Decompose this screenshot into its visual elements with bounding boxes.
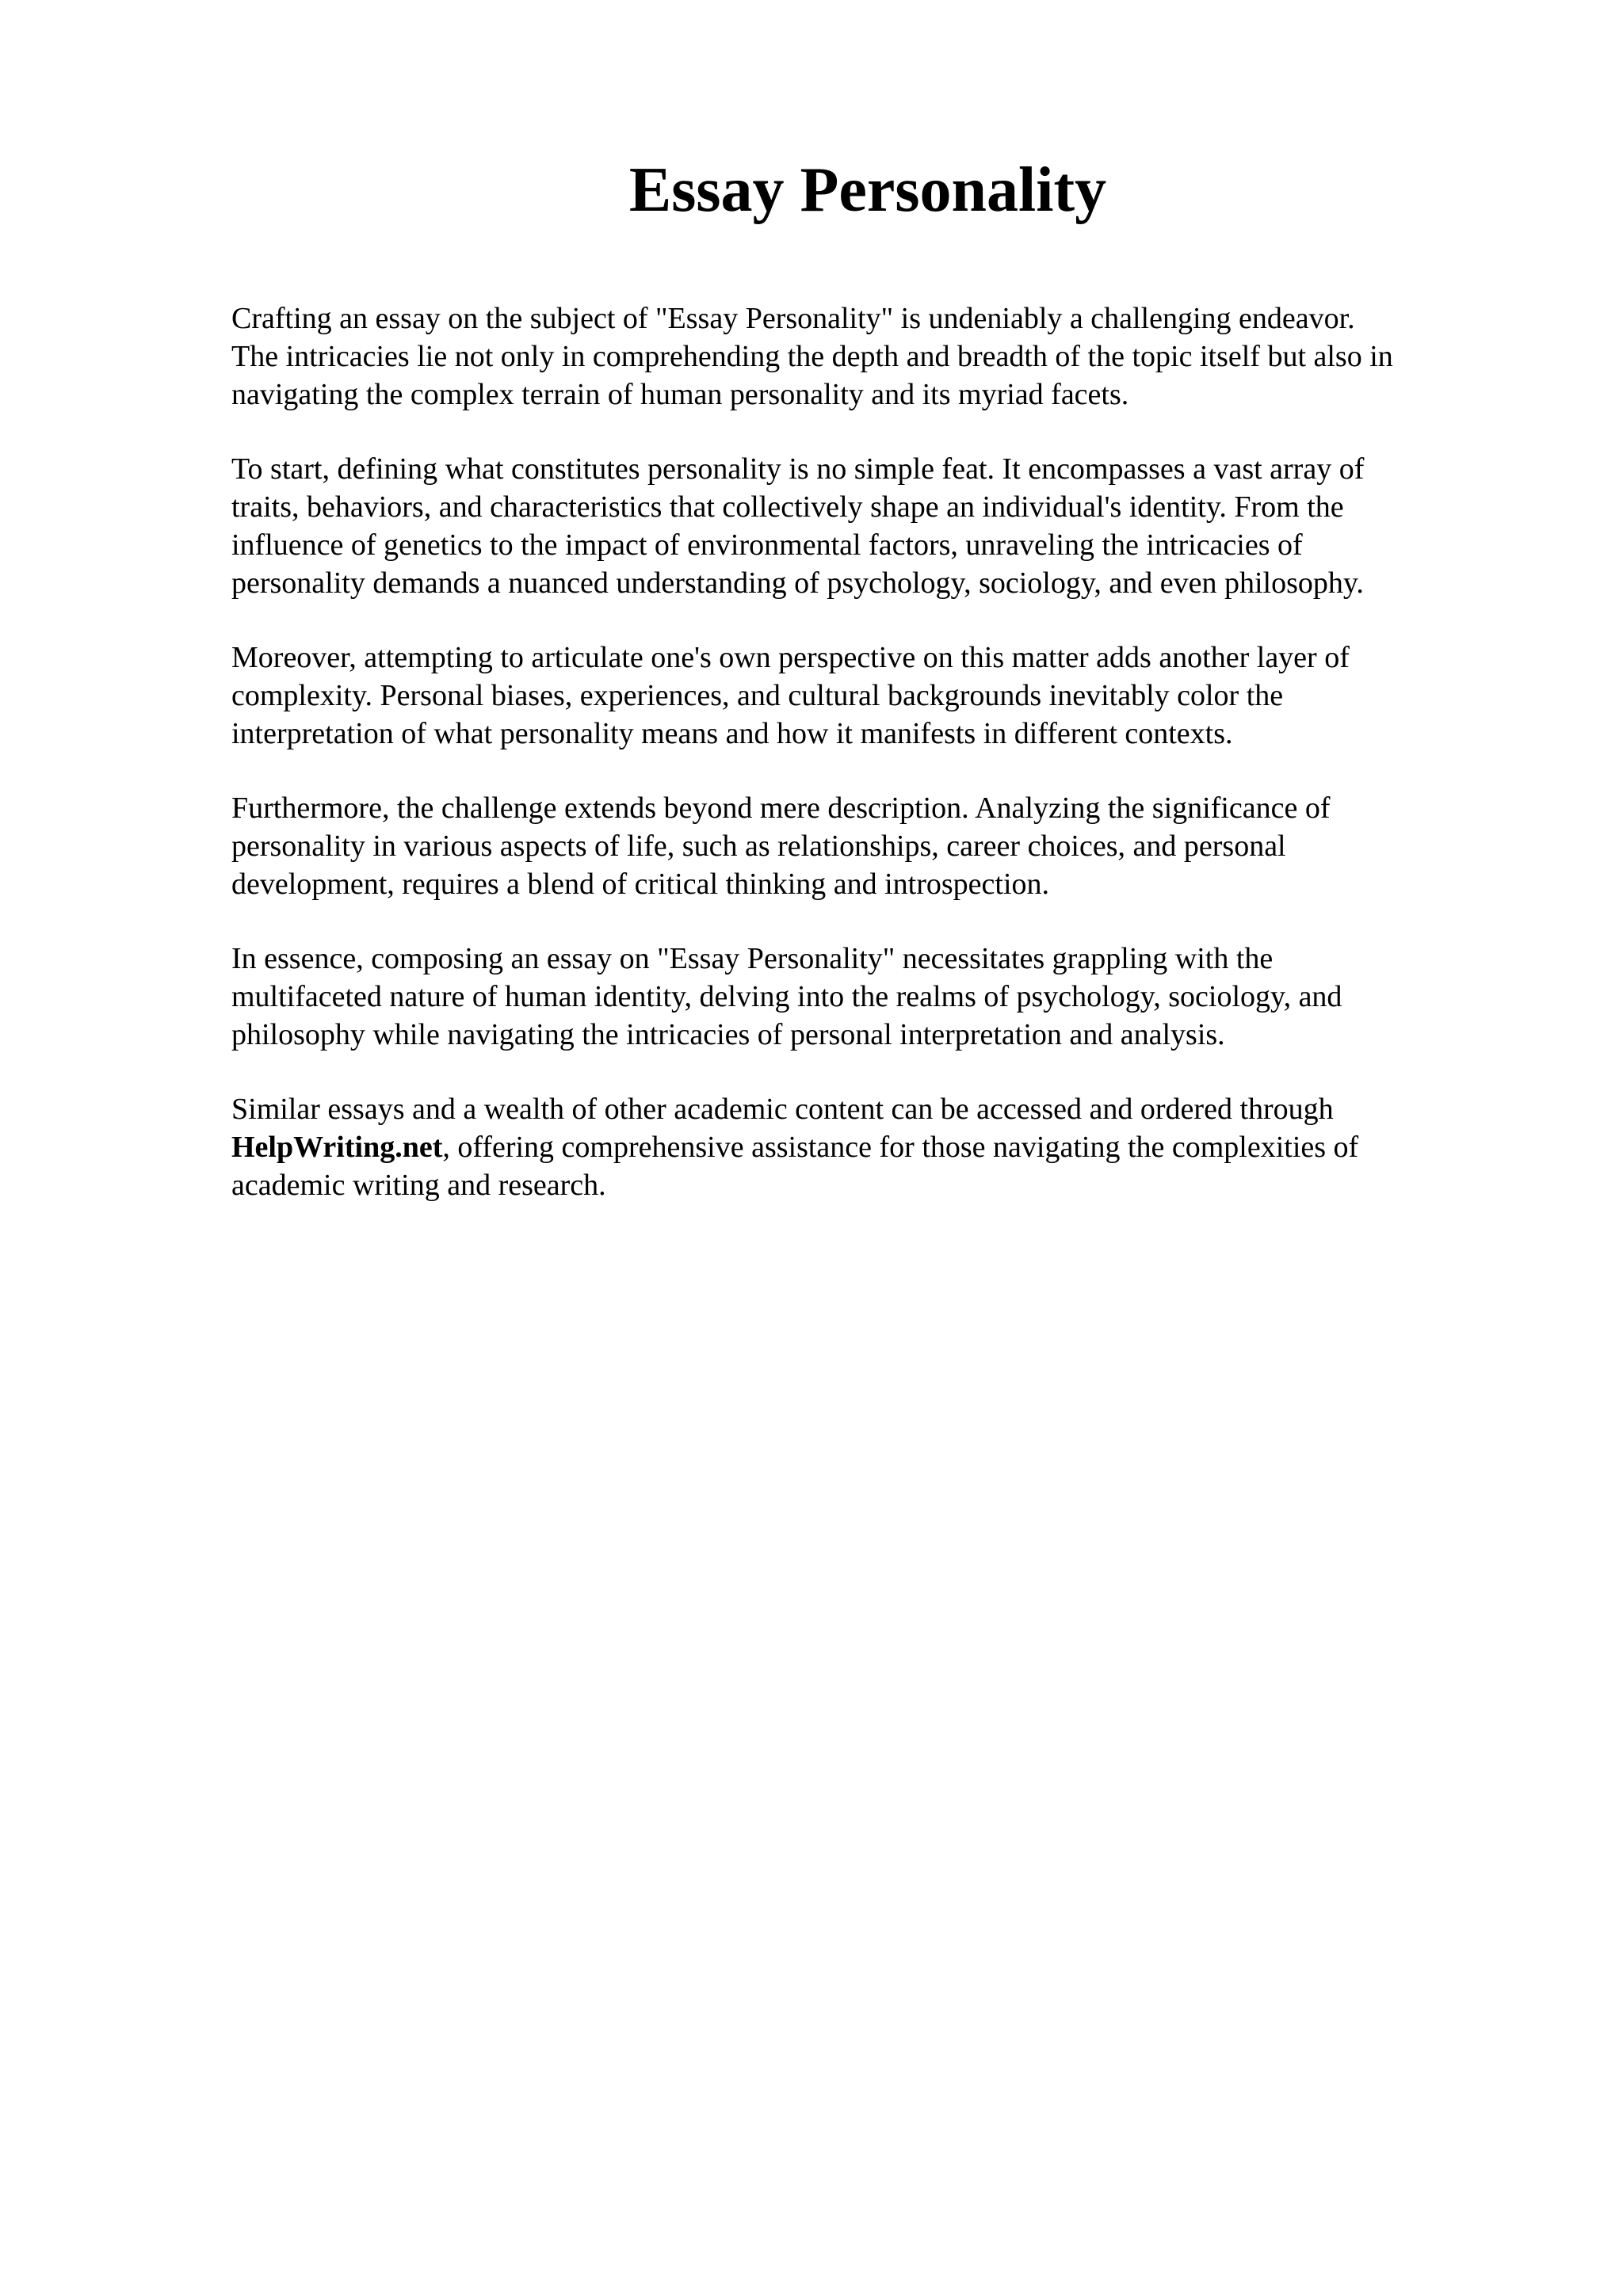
- paragraph-line: [231, 1128, 1515, 1166]
- document-title: Essay Personality: [628, 155, 1107, 225]
- paragraph-line: personality demands a nuanced understanding of psychology, sociology, and even philosophy.: [231, 566, 1364, 600]
- paragraph-line: development, requires a blend of critical thinking and introspection.: [231, 868, 1050, 901]
- paragraph-line: traits, behaviors, and characteristics that collectively shape an individual's identity. From the: [231, 490, 1344, 524]
- closing-paragraph: [231, 1090, 1515, 1204]
- paragraph-2: [231, 450, 1515, 602]
- paragraph-4: [231, 789, 1515, 903]
- paragraph-line: complexity. Personal biases, experiences, and cultural backgrounds inevitably color the: [231, 679, 1284, 712]
- closing-line-rest: , offering comprehensive assistance for those navigating the complexities of: [442, 1131, 1359, 1164]
- paragraph-line: Crafting an essay on the subject of "Essay Personality" is undeniably a challenging endeavor.: [231, 302, 1355, 335]
- brand-name: HelpWriting.net: [231, 1131, 443, 1164]
- paragraph-line: academic writing and research.: [231, 1169, 606, 1202]
- paragraph-line: To start, defining what constitutes personality is no simple feat. It encompasses a vast array of: [231, 452, 1365, 486]
- paragraph-line: Moreover, attempting to articulate one's own perspective on this matter adds another layer of: [231, 641, 1350, 674]
- paragraph-line: Similar essays and a wealth of other academic content can be accessed and ordered through: [231, 1093, 1334, 1126]
- paragraph-5: [231, 940, 1515, 1054]
- paragraph-1: [231, 299, 1515, 414]
- paragraph-line: interpretation of what personality means and how it manifests in different contexts.: [231, 717, 1233, 750]
- document-body: [231, 299, 1515, 1241]
- paragraph-line: In essence, composing an essay on "Essay Personality" necessitates grappling with the: [231, 942, 1274, 975]
- paragraph-line: influence of genetics to the impact of environmental factors, unraveling the intricacies of: [231, 528, 1303, 562]
- paragraph-line: The intricacies lie not only in comprehending the depth and breadth of the topic itself but also in: [231, 340, 1393, 373]
- paragraph-line: multifaceted nature of human identity, delving into the realms of psychology, sociology, and: [231, 980, 1342, 1013]
- paragraph-line: navigating the complex terrain of human personality and its myriad facets.: [231, 378, 1129, 411]
- paragraph-line: personality in various aspects of life, such as relationships, career choices, and personal: [231, 830, 1286, 863]
- paragraph-line: philosophy while navigating the intricacies of personal interpretation and analysis.: [231, 1018, 1225, 1051]
- paragraph-3: [231, 639, 1515, 753]
- paragraph-line: Furthermore, the challenge extends beyond mere description. Analyzing the significance of: [231, 791, 1331, 825]
